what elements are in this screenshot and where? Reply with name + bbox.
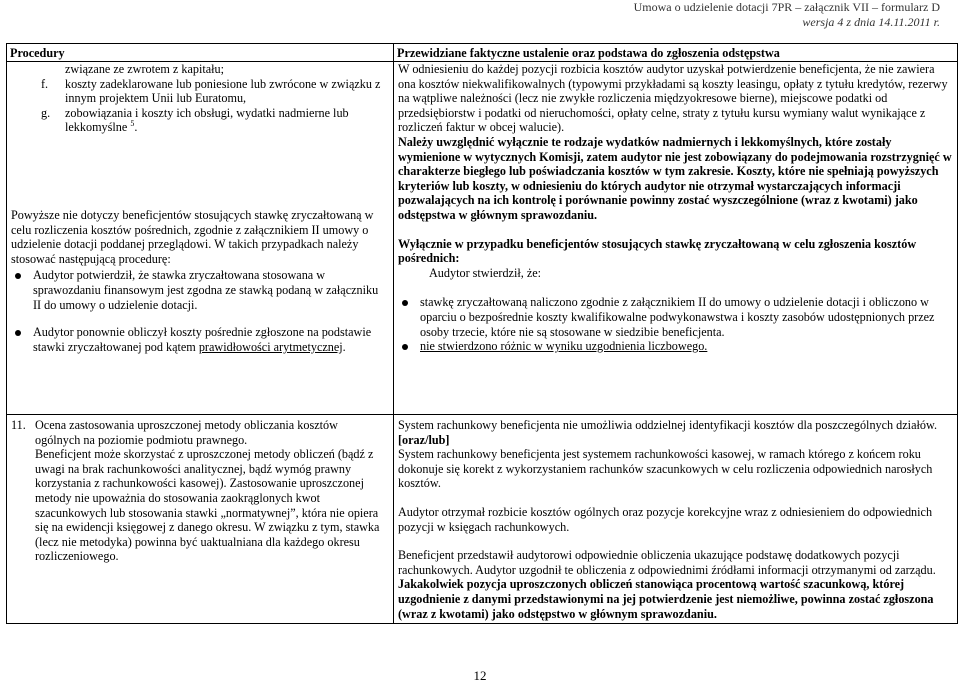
list-item xyxy=(398,339,953,354)
page-number: 12 xyxy=(473,668,487,683)
list-item xyxy=(11,325,385,354)
procedures-table xyxy=(6,43,958,624)
bullet-text: nie stwierdzono różnic w wyniku uzgodnienia liczbowego. xyxy=(420,339,708,354)
findings-cell xyxy=(394,415,958,624)
header-version: wersja 4 z dnia 14.11.2011 r. xyxy=(802,15,940,29)
bullet-icon xyxy=(15,273,21,279)
paragraph-bold: Jakakolwiek pozycja uproszczonych obliczeń stanowiąca procentową wartość szacunkową, której uzgodnienie z danymi przedstawionymi na jej potwierdzenie jest niemożliwe, powinna zostać zgłoszona (wraz z kwotami) jako odstępstwo w głównym sprawozdaniu. xyxy=(398,577,934,621)
paragraph: Powyższe nie dotyczy beneficjentów stosujących stawkę zryczałtowaną w celu rozliczenia kosztów pośrednich, zgodnie z załącznikiem II umowy o udzielenie dotacji poddanej przeglądowi. W takich przypadkach należy stosować następującą procedurę: xyxy=(11,207,374,266)
cost-items-list xyxy=(11,77,385,135)
procedure-cell xyxy=(7,415,394,624)
list-item xyxy=(398,295,953,339)
table-row xyxy=(7,415,958,624)
bullet-text: Audytor potwierdził, że stawka zryczałtowana stosowana w sprawozdaniu finansowym jest zgodna ze stawką podaną w załączniku II do umowy o udzielenie dotacji. xyxy=(33,268,379,312)
procedure-11 xyxy=(11,418,385,564)
bullet-list xyxy=(398,295,953,353)
footnote-ref[interactable]: 5 xyxy=(130,119,135,129)
bullet-end: . xyxy=(342,339,346,354)
bullet-list xyxy=(11,268,385,354)
list-item xyxy=(11,106,385,135)
item-label: g. xyxy=(41,105,51,120)
paragraph: Audytor stwierdził, że: xyxy=(429,265,542,280)
paragraph-text: System rachunkowy beneficjenta nie umożliwia oddzielnej identyfikacji kosztów dla poszczególnych działów. xyxy=(398,418,938,432)
bullet-icon xyxy=(15,330,21,336)
item-end: . xyxy=(134,120,138,135)
column-header-procedures: Procedury xyxy=(7,44,394,62)
paragraph: W odniesieniu do każdej pozycji rozbicia kosztów audytor uzyskał potwierdzenie beneficjenta, że nie zawiera ona kosztów niekwalifikowalnych (typowymi przykładami są koszty leasingu, opłaty z tytułu kredytów, rezerwy na wątpliwe należności (lecz nie zwykłe rozliczenia międzyokresowe bierne), miejscowe podatki od przedsiębiorstw i podatki od nieruchomości, opłaty celne, straty z tytułu kursu wymiany walut wynikające z rozliczeń faktur w obcej walucie). xyxy=(398,62,948,135)
list-item xyxy=(11,268,385,312)
bullet-icon xyxy=(402,300,408,306)
paragraph: Beneficjent może skorzystać z uproszczonej metody obliczeń (bądź z uwagi na brak rachunkowości analitycznej, bądź wymóg prawny korzystania z rachunkowości kasowej). Zastosowanie uproszczonej metody nie upoważnia do stosowania zaokrąglonych kwot szacunkowych lub stosowania stawki „normatywnej”, która nie opiera się na ewidencji księgowej z danego okresu. W związku z tym, stawka (lecz nie metodyka) powinna być uaktualniana dla każdego okresu rozliczeniowego. xyxy=(35,447,380,564)
list-item xyxy=(11,77,385,106)
paragraph: System rachunkowy beneficjenta jest systemem rachunkowości kasowej, w ramach którego z końcem roku dokonuje się korekt z wykorzystaniem rachunków szacunkowych w celu rozliczenia odpowiednich narosłych kosztów. xyxy=(398,447,933,491)
bullet-text: Audytor ponownie obliczył koszty pośrednie zgłoszone na podstawie stawki zryczałtowanej pod kątem xyxy=(33,325,372,354)
paragraph: Ocena zastosowania uproszczonej metody obliczania kosztów ogólnych na poziomie podmiotu prawnego. xyxy=(35,418,338,447)
paragraph-bold: Wyłącznie w przypadku beneficjentów stosujących stawkę zryczałtowaną w celu zgłoszenia kosztów pośrednich: xyxy=(398,236,917,266)
table-header-row xyxy=(7,44,958,62)
column-header-findings: Przewidziane faktyczne ustalenie oraz podstawa do zgłoszenia odstępstwa xyxy=(394,44,958,62)
bullet-icon xyxy=(402,344,408,350)
table-row xyxy=(7,62,958,415)
bullet-text: stawkę zryczałtowaną naliczono zgodnie z załącznikiem II do umowy o udzielenie dotacji i obliczono w oparciu o bezpośrednie koszty kwalifikowalne podwykonawstwa i koszty zasobów udostępnionych przez osoby trzecie, które nie są stosowane w siedzibie beneficjenta. xyxy=(420,295,935,339)
paragraph-bold: Należy uwzględnić wyłącznie te rodzaje wydatków nadmiernych i lekkomyślnych, które zostały wymienione w wytycznych Komisji, zatem audytor nie jest zobowiązany do podejmowania rozstrzygnięć w charakterze biegłego lub poświadczania kosztów w tym zakresie. Koszty, które nie spełniają powyższych kryteriów lub koszty, w odniesieniu do których audytor nie otrzymał wystarczających informacji pozwalających na ich kontrolę i porównanie powinny zostać wyszczególnione (wraz z kwotami) jako odstępstwa w głównym sprawozdaniu. xyxy=(398,134,952,222)
paragraph: Beneficjent przedstawił audytorowi odpowiednie obliczenia ukazujące podstawę dodatkowych pozycji rachunkowych. Audytor uzgodnił te obliczenia z odpowiednimi źródłami informacji otrzymanymi od zarządu. xyxy=(398,548,936,577)
bullet-underlined-text: prawidłowości arytmetycznej xyxy=(198,339,343,354)
paragraph-bold-note: [oraz/lub] xyxy=(398,432,450,447)
item-text: zobowiązania i koszty ich obsługi, wydatki nadmierne lub lekkomyślne xyxy=(65,105,349,135)
paragraph xyxy=(398,418,953,447)
findings-cell xyxy=(394,62,958,415)
item-text: koszty zadeklarowane lub poniesione lub zwrócone w związku z innym projektem Unii lub Euratomu, xyxy=(65,76,381,106)
header-title: Umowa o udzielenie dotacji 7PR – załącznik VII – formularz D xyxy=(633,0,940,14)
procedure-cell xyxy=(7,62,394,415)
paragraph: Audytor otrzymał rozbicie kosztów ogólnych oraz pozycje korekcyjne wraz z odniesieniem do odpowiednich pozycji w księgach rachunkowych. xyxy=(398,504,933,534)
procedure-number: 11. xyxy=(11,418,26,432)
item-e-continuation: związane ze zwrotem z kapitału; xyxy=(65,62,225,76)
document-header xyxy=(0,0,960,30)
item-label: f. xyxy=(41,76,49,91)
